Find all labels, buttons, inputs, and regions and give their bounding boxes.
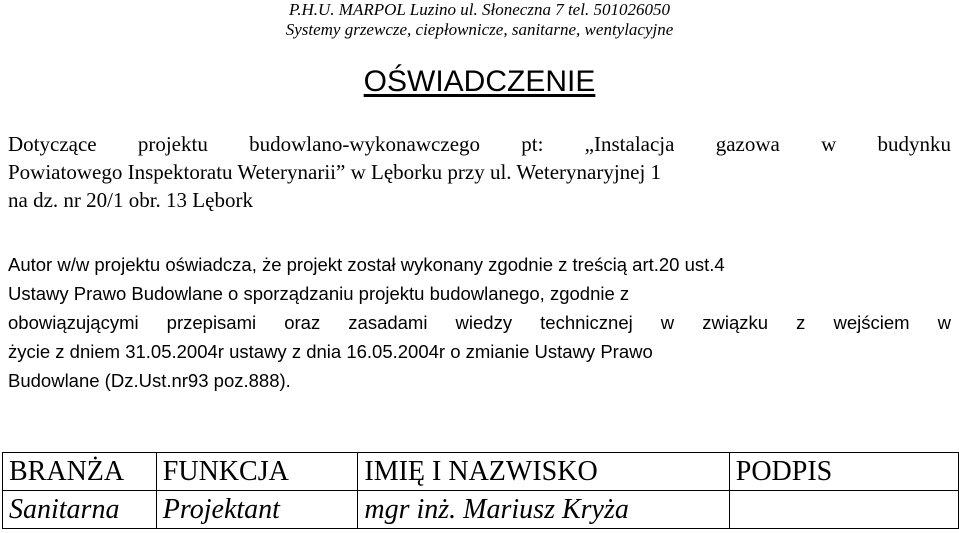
statement-line: obowiązującymi przepisami oraz zasadami wiedzy technicznej w związku z wejściem w <box>8 312 951 333</box>
signature-table <box>2 452 959 529</box>
statement-line: Autor w/w projektu oświadcza, że projekt został wykonany zgodnie z treścią art.20 ust.4 <box>8 254 725 275</box>
statement-line: życie z dniem 31.05.2004r ustawy z dnia 16.05.2004r o zmianie Ustawy Prawo <box>8 341 653 362</box>
document-title: OŚWIADCZENIE <box>363 65 596 98</box>
subject-line: na dz. nr 20/1 obr. 13 Lębork <box>8 188 253 212</box>
subject-line: Dotyczące projektu budowlano-wykonawczego pt: „Instalacja gazowa w budynku <box>8 132 951 156</box>
header-imie-nazwisko: IMIĘ I NAZWISKO <box>358 453 729 491</box>
header-funkcja: FUNKCJA <box>156 453 358 491</box>
statement-line: Budowlane (Dz.Ust.nr93 poz.888). <box>8 370 291 391</box>
table-row <box>3 491 959 529</box>
header-branza: BRANŻA <box>3 453 157 491</box>
company-name-line: P.H.U. MARPOL Luzino ul. Słoneczna 7 tel. 501026050 <box>289 0 670 19</box>
header-podpis: PODPIS <box>729 453 958 491</box>
cell-branza: Sanitarna <box>3 491 157 529</box>
cell-imie-nazwisko: mgr inż. Mariusz Kryża <box>358 491 729 529</box>
project-subject <box>8 130 951 214</box>
cell-funkcja: Projektant <box>156 491 358 529</box>
statement-line: Ustawy Prawo Budowlane o sporządzaniu projektu budowlanego, zgodnie z <box>8 283 630 304</box>
subject-line: Powiatowego Inspektoratu Weterynarii” w Lęborku przy ul. Weterynaryjnej 1 <box>8 160 662 184</box>
statement-paragraph <box>8 250 951 395</box>
company-services-line: Systemy grzewcze, ciepłownicze, sanitarne, wentylacyjne <box>285 20 674 39</box>
cell-podpis <box>729 491 958 529</box>
table-header-row <box>3 453 959 491</box>
